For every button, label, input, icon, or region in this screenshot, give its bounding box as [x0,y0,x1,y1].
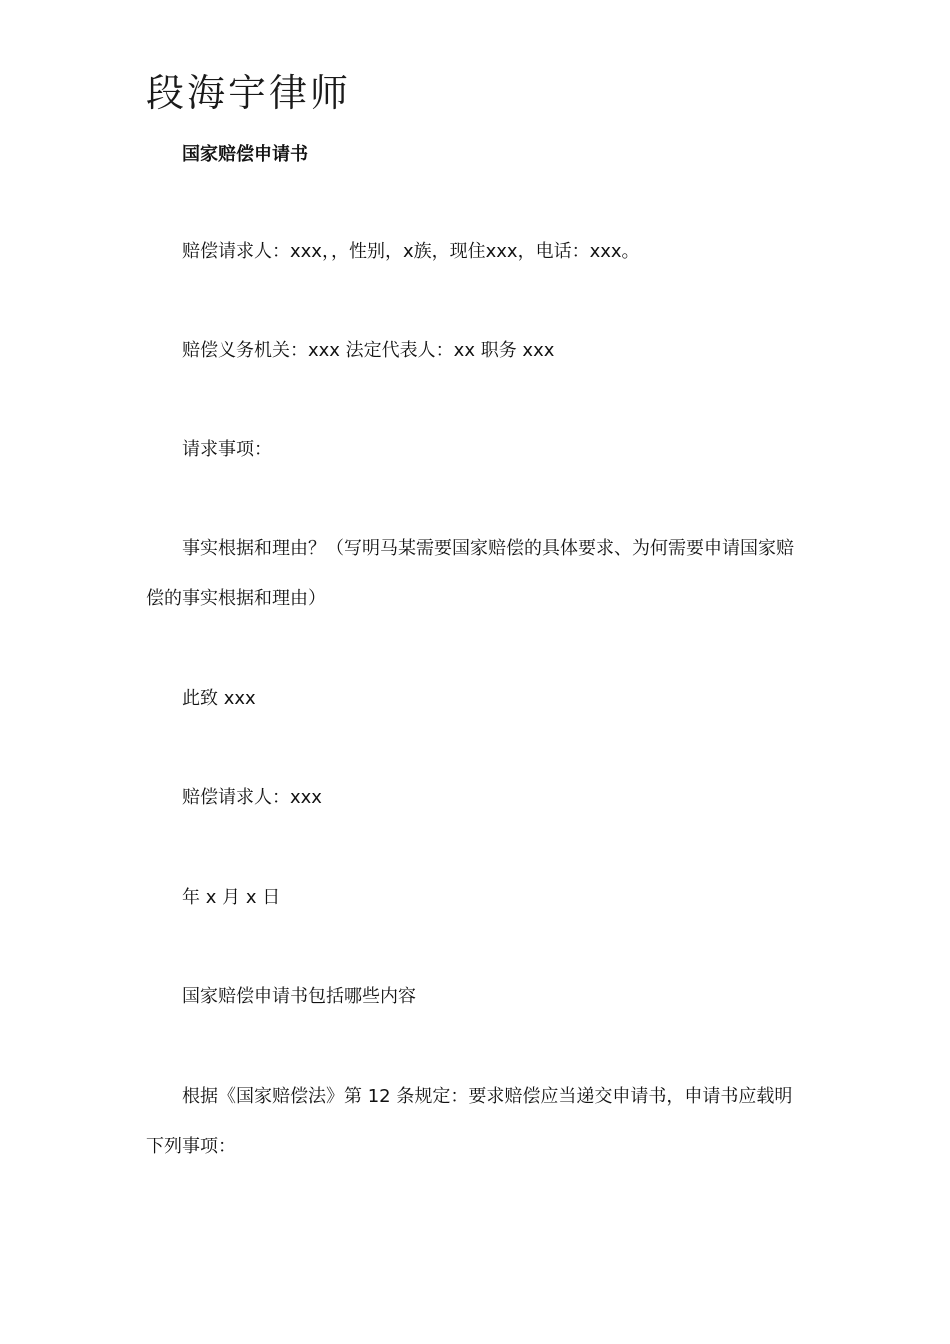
paragraph-obligor-agency: 赔偿义务机关：xxx 法定代表人：xx 职务 xxx [182,340,555,361]
paragraph-claimant: 赔偿请求人：xxx，，性别，x族，现住xxx，电话：xxx。 [182,241,640,262]
paragraph-requests: 请求事项： [182,439,272,460]
paragraph-facts-reasons: 事实根据和理由？（写明马某需要国家赔偿的具体要求、为何需要申请国家赔偿的事实根据和理由） [146,538,794,609]
paragraph-signature: 赔偿请求人：xxx [182,787,322,808]
document-title: 国家赔偿申请书 [182,144,308,165]
paragraph-legal-basis: 根据《国家赔偿法》第 12 条规定：要求赔偿应当递交申请书，申请书应载明下列事项： [146,1086,793,1157]
paragraph-section-heading: 国家赔偿申请书包括哪些内容 [182,986,416,1007]
paragraph-date: 年 x 月 x 日 [182,887,281,908]
paragraph-salutation: 此致 xxx [182,688,256,709]
lawyer-name-header: 段海宇律师 [146,71,352,115]
